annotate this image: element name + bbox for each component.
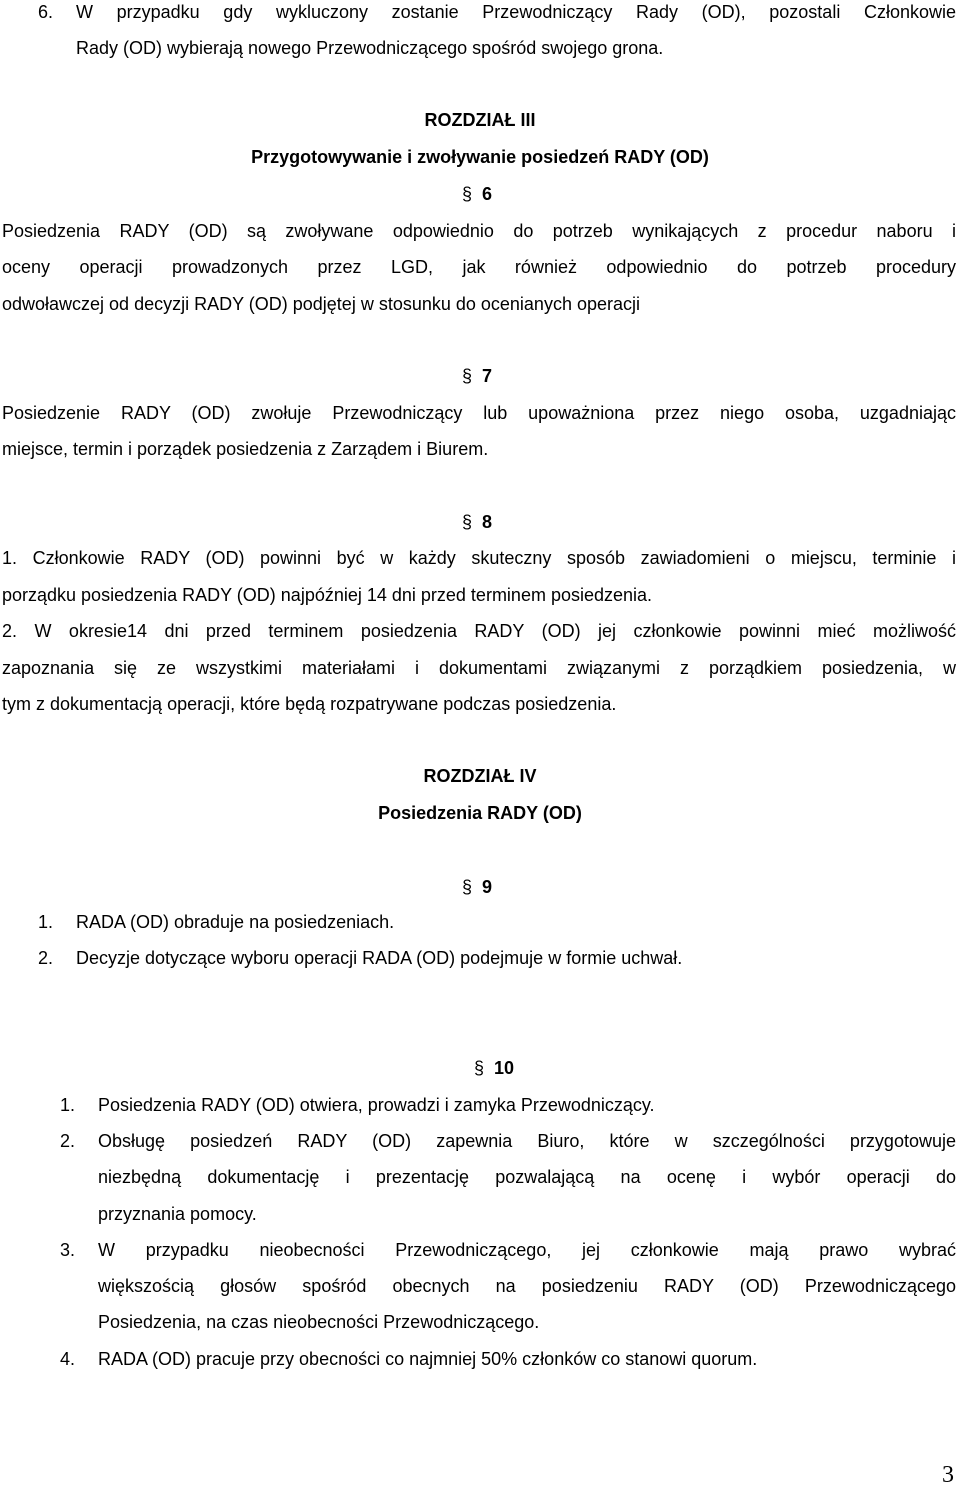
list-item: Decyzje dotyczące wyboru operacji RADA (OD) podejmuje w formie uchwał. <box>76 948 683 968</box>
paragraph-line: Posiedzenie RADY (OD) zwołuje Przewodniczący lub upoważniona przez niego osoba, uzgadniając <box>2 403 956 423</box>
list-item: RADA (OD) obraduje na posiedzeniach. <box>76 912 395 932</box>
section-symbol: § <box>462 877 473 897</box>
chapter-heading: ROZDZIAŁ IV <box>423 766 537 786</box>
paragraph-line: zapoznania się ze wszystkimi materiałami i dokumentami związanymi z porządkiem posiedzenia, w <box>2 658 956 678</box>
section-symbol: § <box>474 1058 485 1078</box>
list-item-line: Obsługę posiedzeń RADY (OD) zapewnia Biuro, które w szczególności przygotowuje <box>98 1131 956 1151</box>
list-item: Posiedzenia RADY (OD) otwiera, prowadzi i zamyka Przewodniczący. <box>98 1095 655 1115</box>
paragraph-line: 2. W okresie14 dni przed terminem posiedzenia RADY (OD) jej członkowie powinni mieć możliwość <box>2 621 956 641</box>
section-number: 8 <box>482 512 493 532</box>
section-heading <box>462 512 492 533</box>
paragraph-line: oceny operacji prowadzonych przez LGD, jak również odpowiednio do potrzeb procedury <box>2 257 956 277</box>
paragraph-line: Posiedzenia RADY (OD) są zwoływane odpowiednio do potrzeb wynikających z procedur naboru i <box>2 221 956 241</box>
chapter-title: Przygotowywanie i zwoływanie posiedzeń RADY (OD) <box>251 147 709 167</box>
paragraph-line: odwoławczej od decyzji RADY (OD) podjętej w stosunku do ocenianych operacji <box>2 294 640 314</box>
list-item-line: niezbędną dokumentację i prezentację pozwalającą na ocenę i wybór operacji do <box>98 1167 956 1187</box>
section-number: 7 <box>482 366 493 386</box>
list-number: 6. <box>38 2 54 22</box>
section-heading <box>462 366 492 387</box>
list-number: 1. <box>60 1095 76 1115</box>
paragraph-line: porządku posiedzenia RADY (OD) najpóźniej 14 dni przed terminem posiedzenia. <box>2 585 653 605</box>
paragraph-line: tym z dokumentacją operacji, które będą rozpatrywane podczas posiedzenia. <box>2 694 617 714</box>
section-heading <box>474 1058 514 1079</box>
section-number: 6 <box>482 184 493 204</box>
section-symbol: § <box>462 366 473 386</box>
list-number: 2. <box>60 1131 76 1151</box>
paragraph-line: Rady (OD) wybierają nowego Przewodniczącego spośród swojego grona. <box>76 38 664 58</box>
section-symbol: § <box>462 184 473 204</box>
list-number: 1. <box>38 912 54 932</box>
paragraph-line: miejsce, termin i porządek posiedzenia z Zarządem i Biurem. <box>2 439 489 459</box>
section-heading <box>462 184 492 205</box>
list-item-line: przyznania pomocy. <box>98 1204 257 1224</box>
list-item-line: Posiedzenia, na czas nieobecności Przewodniczącego. <box>98 1312 540 1332</box>
paragraph-line: 1. Członkowie RADY (OD) powinni być w każdy skuteczny sposób zawiadomieni o miejscu, terminie i <box>2 548 956 568</box>
chapter-title: Posiedzenia RADY (OD) <box>378 803 582 823</box>
list-item-line: większością głosów spośród obecnych na posiedzeniu RADY (OD) Przewodniczącego <box>98 1276 956 1296</box>
list-number: 3. <box>60 1240 76 1260</box>
list-item-line: W przypadku nieobecności Przewodniczącego, jej członkowie mają prawo wybrać <box>98 1240 956 1260</box>
section-number: 10 <box>494 1058 515 1078</box>
list-number: 4. <box>60 1349 76 1369</box>
section-heading <box>462 877 492 898</box>
chapter-heading: ROZDZIAŁ III <box>424 110 536 130</box>
list-number: 2. <box>38 948 54 968</box>
section-symbol: § <box>462 512 473 532</box>
paragraph-line: W przypadku gdy wykluczony zostanie Przewodniczący Rady (OD), pozostali Członkowie <box>76 2 956 22</box>
section-number: 9 <box>482 877 493 897</box>
page-number: 3 <box>942 1462 954 1488</box>
list-item: RADA (OD) pracuje przy obecności co najmniej 50% członków co stanowi quorum. <box>98 1349 758 1369</box>
